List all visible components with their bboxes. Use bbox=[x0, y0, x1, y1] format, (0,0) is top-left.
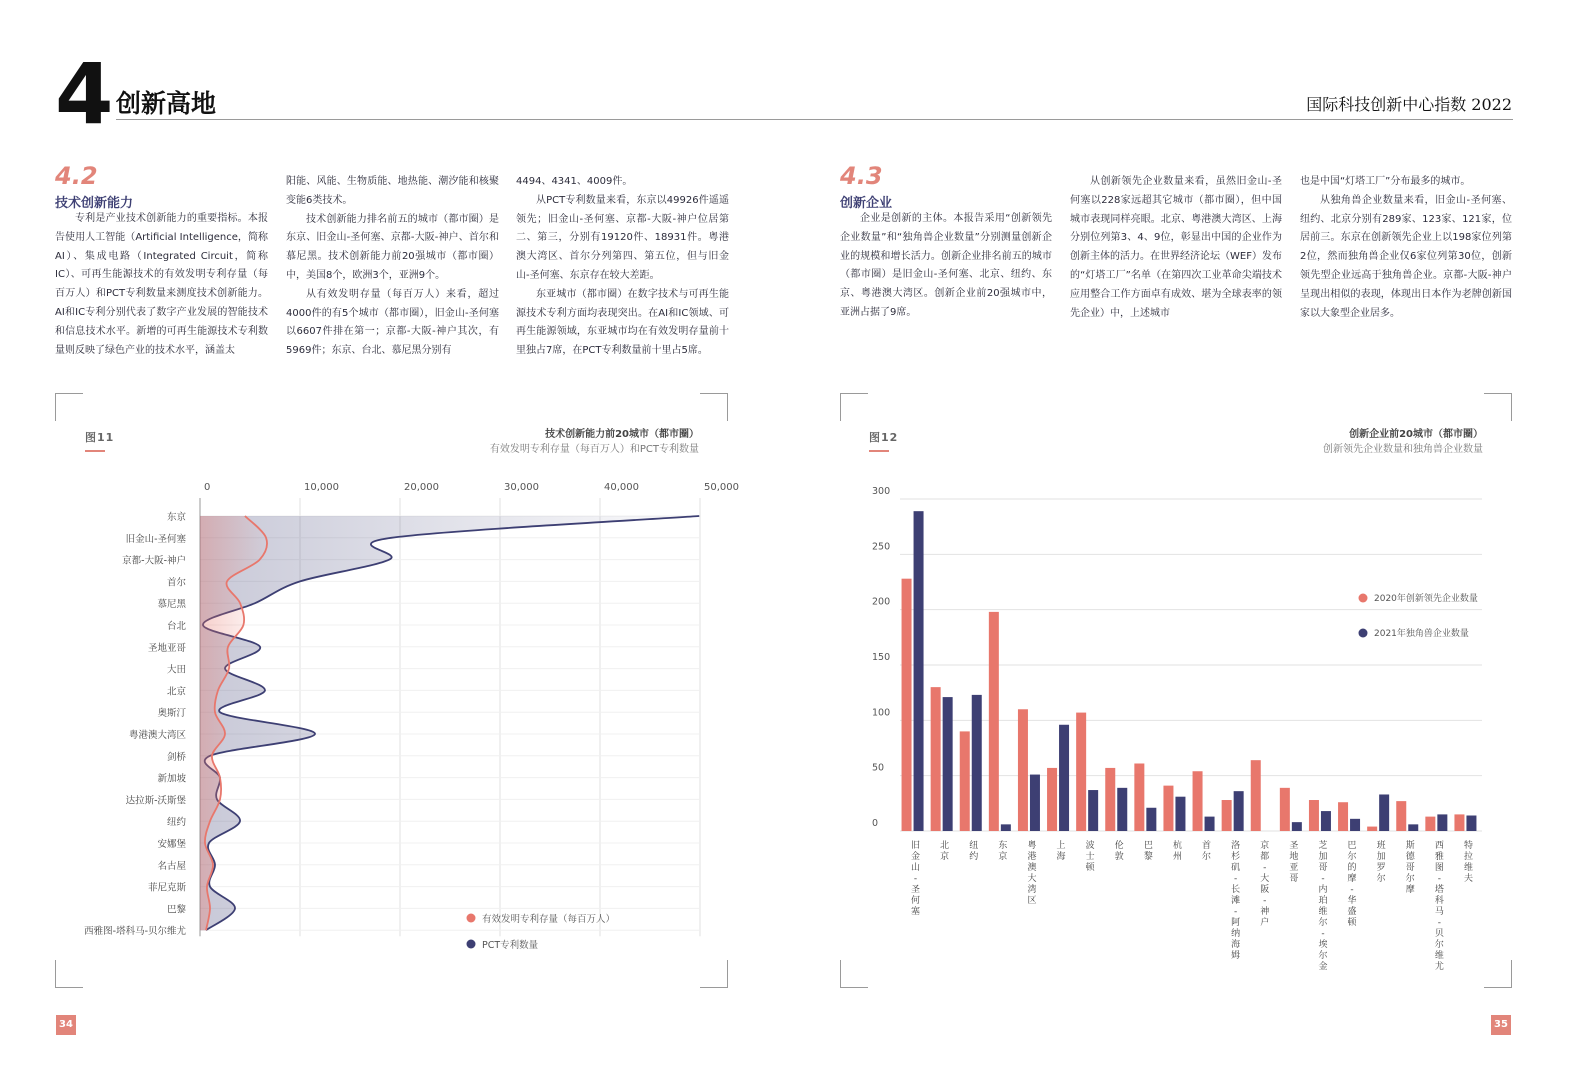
bar bbox=[1466, 816, 1476, 831]
paragraph: 从独角兽企业数量来看，旧金山-圣何塞、纽约、北京分别有289家、123家、121家，位居前三。东京在创新领先企业上以198家位列第2位，然而独角兽企业仅6家位列第30位，创新领先型企业远高于独角兽企业。京都-大阪-神户呈现出相似的表现，体现出日本作为老牌创新国家以大象型企业居多。 bbox=[1300, 194, 1512, 319]
frame-corner bbox=[840, 960, 868, 988]
chart-tech-innovation bbox=[60, 470, 739, 960]
chart-title: 技术创新能力前20城市（都市圈） bbox=[545, 429, 699, 440]
category-label: 剑桥 bbox=[166, 751, 186, 763]
category-label: 菲尼克斯 bbox=[147, 882, 186, 894]
category-label: 安娜堡 bbox=[157, 839, 186, 850]
bar bbox=[1222, 800, 1232, 831]
category-label: 新加坡 bbox=[157, 773, 186, 785]
paragraph: 4494、4341、4009件。 bbox=[516, 176, 633, 187]
category-label: 京都-大阪-神户 bbox=[122, 555, 186, 567]
bar bbox=[931, 687, 941, 831]
bar bbox=[1309, 800, 1319, 831]
category-label: 旧金山-圣何塞 bbox=[911, 841, 921, 917]
x-tick-label: 0 bbox=[204, 482, 211, 493]
frame-corner bbox=[1484, 393, 1512, 421]
paragraph: 从有效发明存量（每百万人）来看，超过4000件的有5个城市（都市圈），旧金山-圣何塞以6607件排在第一；京都-大阪-神户其次，有5969件；东京、台北、慕尼黑分别有 bbox=[286, 288, 499, 357]
paragraph: 专利是产业技术创新能力的重要指标。本报告使用人工智能（Artificial Intelligence，简称AI）、集成电路（Integrated Circuit，简称IC）、可再生能源技术的有效发明专利存量（每百万人）和PCT专利数量来测度技术创新能力。AI和IC专利分别代表了数字产业发展的智能技术和信息技术水平。新增的可再生能源技术专利数量则反映了绿色产业的技术水平，涵盖太 bbox=[55, 213, 268, 356]
bar bbox=[1047, 768, 1057, 831]
bar bbox=[1018, 709, 1028, 831]
y-tick-label: 150 bbox=[872, 652, 891, 663]
bar bbox=[1396, 801, 1406, 831]
category-label: 巴黎 bbox=[166, 904, 186, 916]
bar bbox=[1379, 794, 1389, 831]
bar bbox=[1076, 713, 1086, 831]
category-label: 台北 bbox=[166, 621, 186, 632]
paragraph: 阳能、风能、生物质能、地热能、潮汐能和核聚变能6类技术。 bbox=[286, 176, 499, 206]
category-label: 上海 bbox=[1056, 841, 1066, 862]
bar bbox=[943, 697, 953, 831]
category-label: 纽约 bbox=[166, 817, 186, 829]
bar bbox=[960, 731, 970, 831]
figure-label-underline bbox=[869, 450, 889, 452]
bar bbox=[1088, 790, 1098, 831]
category-label: 圣地亚哥 bbox=[1289, 841, 1299, 884]
legend-marker bbox=[1359, 629, 1368, 638]
x-tick-label: 10,000 bbox=[304, 482, 339, 493]
figure-label: 图12 bbox=[869, 431, 899, 444]
figure-label-underline bbox=[85, 450, 105, 452]
legend-marker bbox=[467, 940, 476, 949]
category-label: 奥斯汀 bbox=[157, 708, 186, 720]
x-tick-label: 30,000 bbox=[504, 482, 539, 493]
bar bbox=[1408, 824, 1418, 831]
bar bbox=[1437, 814, 1447, 831]
legend-marker bbox=[1359, 594, 1368, 603]
legend-marker bbox=[467, 914, 476, 923]
category-label: 伦敦 bbox=[1114, 841, 1124, 862]
bar bbox=[1117, 788, 1127, 831]
category-label: 京都-大阪-神户 bbox=[1260, 841, 1270, 928]
category-label: 西雅图-塔科马-贝尔维尤 bbox=[1434, 841, 1444, 972]
section-number-right: 4.3 bbox=[840, 162, 883, 190]
category-label: 洛杉矶-长滩-阿纳海姆 bbox=[1231, 841, 1241, 961]
x-tick-label: 20,000 bbox=[404, 482, 439, 493]
chart-subtitle: 创新领先企业数量和独角兽企业数量 bbox=[1323, 444, 1483, 455]
category-label: 斯德哥尔摩 bbox=[1405, 841, 1415, 895]
category-label: 特拉维夫 bbox=[1463, 841, 1473, 884]
bar bbox=[1205, 817, 1215, 831]
category-label: 达拉斯-沃斯堡 bbox=[125, 795, 186, 807]
category-label: 名古屋 bbox=[157, 860, 186, 872]
bar bbox=[1134, 763, 1144, 831]
bar bbox=[1321, 811, 1331, 831]
frame-corner bbox=[55, 393, 83, 421]
bar bbox=[902, 579, 912, 831]
chart-innovative-enterprises bbox=[860, 480, 1500, 972]
paragraph: 技术创新能力排名前五的城市（都市圈）是东京、旧金山-圣何塞、京都-大阪-神户、首尔和慕尼黑。技术创新能力前20强城市（都市圈）中，美国8个，欧洲3个，亚洲9个。 bbox=[286, 213, 499, 281]
right-text-col2 bbox=[1070, 173, 1282, 323]
page-number-left: 34 bbox=[56, 1015, 76, 1035]
category-label: 杭州 bbox=[1172, 841, 1182, 862]
y-tick-label: 100 bbox=[872, 707, 891, 719]
category-label: 首尔 bbox=[1202, 841, 1212, 862]
x-tick-label: 40,000 bbox=[604, 482, 639, 493]
left-text-col1 bbox=[55, 210, 268, 360]
category-label: 北京 bbox=[940, 841, 950, 862]
category-label: 慕尼黑 bbox=[157, 599, 186, 611]
bar bbox=[1367, 827, 1377, 831]
category-label: 首尔 bbox=[166, 577, 186, 589]
bar bbox=[1234, 791, 1244, 831]
category-label: 圣地亚哥 bbox=[147, 642, 186, 654]
legend-label: PCT专利数量 bbox=[482, 940, 539, 951]
paragraph: 东亚城市（都市圈）在数字技术与可再生能源技术专利方面均表现突出。在AI和IC领域、可再生能源领域，东亚城市均在有效发明存量前十里独占7席，在PCT专利数量前十里占5席。 bbox=[516, 288, 729, 357]
paragraph: 从创新领先企业数量来看，虽然旧金山-圣何塞以228家远超其它城市（都市圈），但中国城市表现同样亮眼。北京、粤港澳大湾区、上海分别位列第3、4、9位，彰显出中国的企业作为创新主体的活力。在世界经济论坛（WEF）发布的“灯塔工厂”名单（在第四次工业革命尖端技术应用整合工作方面卓有成效、堪为全球表率的领先企业）中，上述城市 bbox=[1070, 176, 1282, 319]
bar bbox=[914, 511, 924, 831]
category-label: 旧金山-圣何塞 bbox=[125, 533, 186, 545]
y-tick-label: 250 bbox=[872, 541, 891, 553]
bar bbox=[989, 612, 999, 831]
frame-corner bbox=[700, 960, 728, 988]
category-label: 班加罗尔 bbox=[1376, 841, 1386, 884]
y-tick-label: 300 bbox=[872, 486, 891, 497]
frame-corner bbox=[55, 960, 83, 988]
section-number-left: 4.2 bbox=[55, 162, 98, 190]
section-title-left: 技术创新能力 bbox=[55, 196, 134, 211]
frame-corner bbox=[700, 393, 728, 421]
section-title-right: 创新企业 bbox=[840, 196, 893, 211]
category-label: 粤港澳大湾区 bbox=[128, 730, 186, 741]
bar bbox=[1163, 786, 1173, 831]
category-label: 北京 bbox=[166, 686, 186, 698]
y-tick-label: 200 bbox=[872, 596, 891, 608]
bar bbox=[1193, 771, 1203, 831]
bar bbox=[1350, 819, 1360, 831]
chart-title: 创新企业前20城市（都市圈） bbox=[1349, 429, 1483, 440]
x-tick-label: 50,000 bbox=[704, 482, 739, 493]
bar bbox=[1280, 788, 1290, 831]
right-text-col3 bbox=[1300, 173, 1512, 323]
bar bbox=[1425, 817, 1435, 831]
category-label: 东京 bbox=[998, 841, 1008, 862]
legend-label: 有效发明专利存量（每百万人） bbox=[482, 914, 616, 925]
paragraph: 也是中国“灯塔工厂”分布最多的城市。 bbox=[1300, 176, 1471, 187]
y-tick-label: 50 bbox=[872, 762, 885, 774]
chapter-number: 4 bbox=[55, 45, 110, 143]
category-label: 芝加哥-内珀维尔-埃尔金 bbox=[1318, 841, 1328, 972]
bar bbox=[1292, 822, 1302, 831]
category-label: 大田 bbox=[166, 664, 186, 676]
category-label: 巴黎 bbox=[1143, 841, 1153, 862]
frame-corner bbox=[840, 393, 868, 421]
category-label: 波士顿 bbox=[1085, 841, 1095, 873]
bar bbox=[1001, 824, 1011, 831]
left-text-col2 bbox=[286, 173, 499, 361]
figure-label: 图11 bbox=[85, 431, 115, 444]
category-label: 粤港澳大湾区 bbox=[1027, 841, 1037, 906]
bar bbox=[1251, 760, 1261, 831]
paragraph: 企业是创新的主体。本报告采用“创新领先企业数量”和“独角兽企业数量”分别测量创新企业的规模和增长活力。创新企业排名前五的城市（都市圈）是旧金山-圣何塞、北京、纽约、东京、粤港澳大湾区。创新企业前20强城市中，亚洲占据了9席。 bbox=[840, 213, 1052, 318]
page-number-right: 35 bbox=[1491, 1015, 1511, 1035]
right-text-col1 bbox=[840, 210, 1052, 323]
header-divider bbox=[116, 119, 1513, 120]
bar bbox=[1030, 775, 1040, 831]
frame-corner bbox=[1484, 960, 1512, 988]
legend-label: 2021年独角兽企业数量 bbox=[1374, 629, 1469, 639]
bar bbox=[1175, 797, 1185, 831]
legend-label: 2020年创新领先企业数量 bbox=[1374, 594, 1478, 604]
bar bbox=[972, 695, 982, 831]
chart-subtitle: 有效发明专利存量（每百万人）和PCT专利数量 bbox=[489, 444, 699, 455]
chapter-title: 创新高地 bbox=[116, 89, 217, 118]
category-label: 东京 bbox=[166, 512, 186, 523]
category-label: 纽约 bbox=[969, 841, 979, 862]
bar bbox=[1059, 725, 1069, 831]
paragraph: 从PCT专利数量来看，东京以49926件遥遥领先；旧金山-圣何塞、京都-大阪-神户位居第二、第三，分别有19120件、18931件。粤港澳大湾区、首尔分列第四、第五位，但与旧金山-圣何塞、东京存在较大差距。 bbox=[516, 194, 729, 281]
bar bbox=[1454, 814, 1464, 831]
y-tick-label: 0 bbox=[872, 818, 879, 829]
bar bbox=[1338, 802, 1348, 831]
bar bbox=[1146, 808, 1156, 831]
bar bbox=[1105, 768, 1115, 831]
report-title: 国际科技创新中心指数 2022 bbox=[1306, 95, 1512, 114]
left-text-col3 bbox=[516, 173, 729, 361]
category-label: 西雅图-塔科马-贝尔维尤 bbox=[84, 926, 186, 938]
category-label: 巴尔的摩-华盛顿 bbox=[1347, 841, 1357, 928]
